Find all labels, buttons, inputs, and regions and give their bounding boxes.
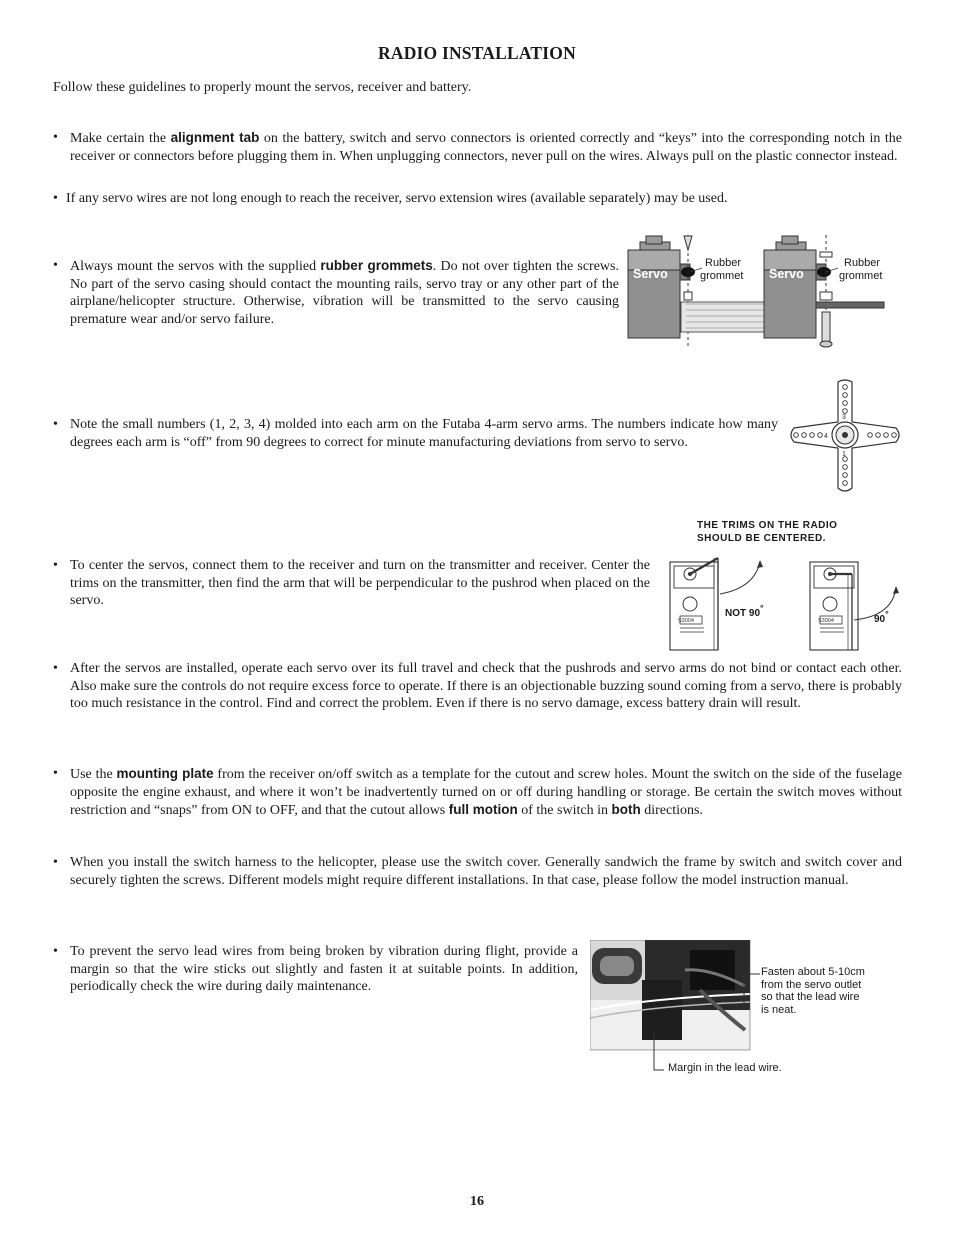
- text: of the switch in: [517, 803, 612, 819]
- ninety-degree-label: 90°: [874, 609, 889, 625]
- grommet-mounting-figure: [626, 230, 896, 352]
- arm-number-4: 4: [824, 433, 828, 440]
- keyword-both: both: [611, 802, 641, 818]
- callout-lines: [648, 964, 768, 1076]
- rubber-label-1: Rubber: [705, 257, 742, 269]
- paragraph-mounting-plate: [53, 765, 902, 820]
- bullet: •: [53, 558, 58, 573]
- servo-2-figure: [764, 235, 884, 348]
- servo-not-90-figure: [670, 558, 764, 650]
- paragraph-extension-wires: [53, 190, 902, 208]
- servo-90-figure: [810, 562, 899, 650]
- bullet: •: [53, 661, 58, 676]
- servo-model-2: S3004: [818, 618, 834, 624]
- fasten-callout: [761, 966, 901, 1016]
- keyword-alignment-tab: alignment tab: [170, 130, 260, 145]
- bullet: •: [53, 130, 58, 145]
- text: . Do not over tighten the screws. No part of the servo casing should contact the mounting rails, servo tray or any other part of the airplane/helicopter structure. Otherwise, vibration will be transmitted to the servo causing premature wear and/or servo failure.: [70, 259, 619, 327]
- bullet: •: [53, 855, 58, 870]
- bullet: •: [53, 258, 58, 273]
- keyword-mounting-plate: mounting plate: [116, 766, 214, 781]
- servo-label-2: Servo: [769, 267, 804, 281]
- text: To prevent the servo lead wires from being broken by vibration during flight, provide a margin so that the wire sticks out slightly and fasten it at suitable points. In addition, periodically check the wire during daily maintenance.: [70, 944, 578, 995]
- text: Make certain the: [70, 131, 171, 146]
- paragraph-center-servos: [53, 557, 650, 610]
- servo-1-figure: [628, 235, 766, 348]
- four-arm-servo-horn-figure: [784, 378, 906, 496]
- paragraph-arm-numbers: [53, 416, 778, 451]
- text: directions.: [640, 803, 703, 819]
- text: If any servo wires are not long enough to reach the receiver, servo extension wires (available separately) may be used.: [66, 191, 728, 206]
- text: Note the small numbers (1, 2, 3, 4) molded into each arm on the Futaba 4-arm servo arms. The numbers indicate how many degrees each arm is “off” from 90 degrees to correct for minute manufacturing deviations from servo to servo.: [70, 417, 778, 450]
- text: To center the servos, connect them to the receiver and turn on the transmitter and receiver. Center the trims on the transmitter, then find the arm that will be perpendicular to the pushrod when placed on the servo.: [70, 558, 650, 609]
- text: When you install the switch harness to the helicopter, please use the switch cover. Generally sandwich the frame by switch and switch cover and securely tighten the screws. Different models might require different installations. In that case, please follow the model instruction manual.: [70, 855, 902, 888]
- page-title: RADIO INSTALLATION: [378, 43, 576, 63]
- grommet-label-2: grommet: [839, 270, 883, 282]
- text: Always mount the servos with the supplied: [70, 259, 321, 274]
- trims-caption-line-2: SHOULD BE CENTERED.: [697, 533, 826, 544]
- page-number: 16: [470, 1194, 484, 1209]
- bullet: •: [53, 766, 58, 781]
- bullet: •: [53, 191, 58, 206]
- bullet: •: [53, 944, 58, 959]
- bullet: •: [53, 417, 58, 432]
- paragraph-rubber-grommets: [53, 257, 619, 328]
- trims-caption-line-1: THE TRIMS ON THE RADIO: [697, 520, 838, 531]
- servo-model-1: S3004: [678, 618, 694, 624]
- text: After the servos are installed, operate each servo over its full travel and check that the pushrods and servo arms do not bind or contact each other. Also make sure the controls do not require excess force to operate. If there is an objectionable buzzing sound coming from a servo, there is probably too much resistance in the control. Find and correct the problem. Even if there is no servo damage, excess battery drain will result.: [70, 661, 902, 712]
- paragraph-lead-wires: [53, 943, 578, 996]
- paragraph-alignment-tab: [53, 129, 903, 165]
- fasten-line-4: is neat.: [761, 1003, 797, 1016]
- text: from the receiver on/off switch as a template for the cutout and screw holes. Mount the switch on the side of the fuselage opposite the engine exhaust, and where it won’t be inadvertently turned on or off during handling or storage. Be certain the switch moves without restriction and “snaps” from ON to OFF, and that the cutout allows: [70, 767, 902, 819]
- centered-trims-figure: [656, 516, 906, 652]
- text: on the battery, switch and servo connectors is oriented correctly and “keys” into the corresponding notch in the receiver or connectors before plugging them in. When unplugging connectors, never pull on the wires. Always pull on the plastic connector instead.: [70, 131, 903, 164]
- rubber-label-2: Rubber: [844, 257, 881, 269]
- not-90-label: NOT 90°: [725, 603, 764, 619]
- arm-number-3: 3: [842, 414, 846, 421]
- paragraph-switch-cover: [53, 854, 902, 889]
- arm-number-1: 1: [842, 451, 846, 458]
- fasten-line-1: Fasten about 5-10cm: [761, 966, 865, 978]
- grommet-label-1: grommet: [700, 270, 744, 282]
- fasten-line-3: so that the lead wire: [761, 991, 860, 1003]
- paragraph-full-travel: [53, 660, 902, 713]
- text: Use the: [70, 767, 117, 782]
- servo-label-1: Servo: [633, 267, 668, 281]
- intro-text: Follow these guidelines to properly mount the servos, receiver and battery.: [53, 80, 472, 95]
- keyword-full-motion: full motion: [448, 802, 518, 818]
- keyword-rubber-grommets: rubber grommets: [320, 258, 433, 273]
- margin-callout: Margin in the lead wire.: [668, 1062, 782, 1074]
- fasten-line-2: from the servo outlet: [761, 978, 862, 991]
